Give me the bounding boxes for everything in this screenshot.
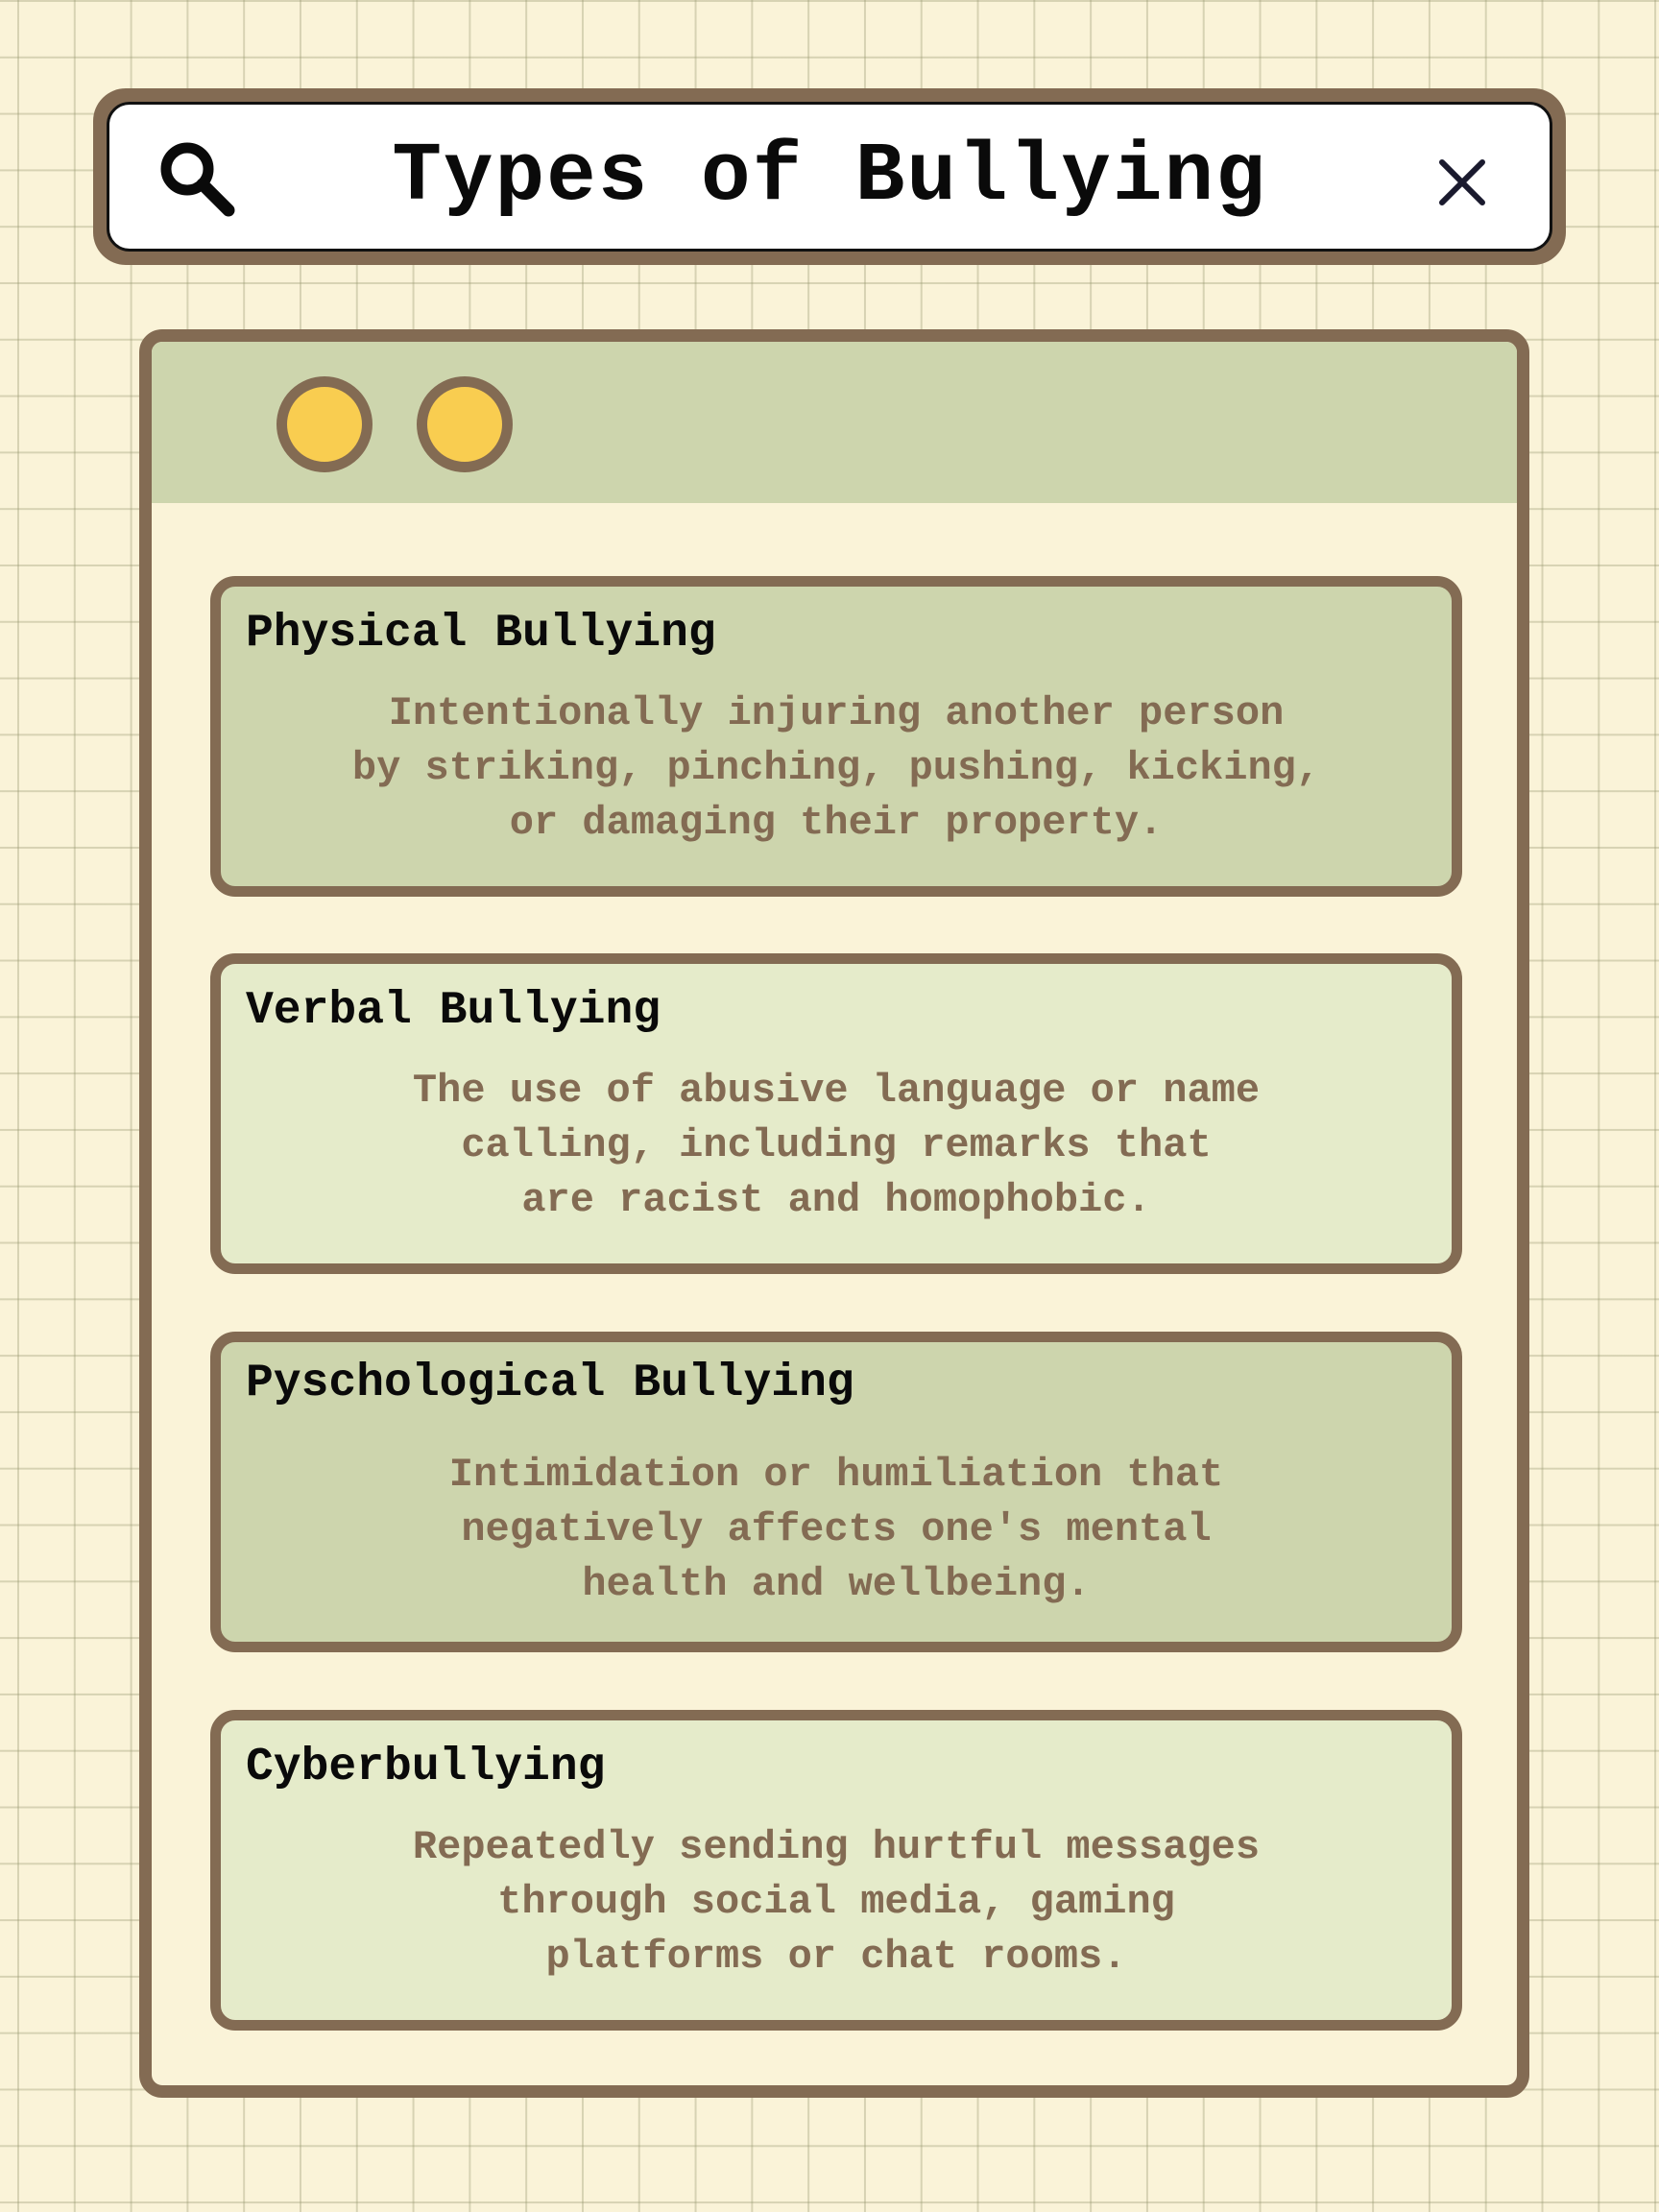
content-window (139, 329, 1529, 2098)
window-dot-icon (276, 376, 373, 472)
window-dot-icon (417, 376, 513, 472)
close-icon[interactable] (1434, 155, 1490, 210)
card-physical-bullying (210, 576, 1462, 897)
card-title: Cyberbullying (246, 1742, 606, 1793)
card-psychological-bullying (210, 1332, 1462, 1652)
card-description: The use of abusive language or name calling, including remarks that are racist and homophobic. (412, 1068, 1261, 1223)
search-bar[interactable] (107, 102, 1552, 252)
search-icon[interactable] (156, 137, 242, 224)
card-description: Repeatedly sending hurtful messages through social media, gaming platforms or chat rooms. (412, 1824, 1261, 1980)
card-title: Physical Bullying (246, 608, 716, 660)
page-title: Types of Bullying (392, 130, 1267, 224)
card-description: Intimidation or humiliation that negatively affects one's mental health and wellbeing. (448, 1452, 1224, 1607)
card-cyberbullying (210, 1710, 1462, 2031)
card-verbal-bullying (210, 953, 1462, 1274)
search-bar-frame (93, 88, 1566, 265)
window-title-bar (152, 342, 1517, 503)
card-title: Pyschological Bullying (246, 1358, 854, 1409)
card-description: Intentionally injuring another person by striking, pinching, pushing, kicking, or damaging their property. (351, 690, 1321, 846)
card-title: Verbal Bullying (246, 985, 661, 1037)
